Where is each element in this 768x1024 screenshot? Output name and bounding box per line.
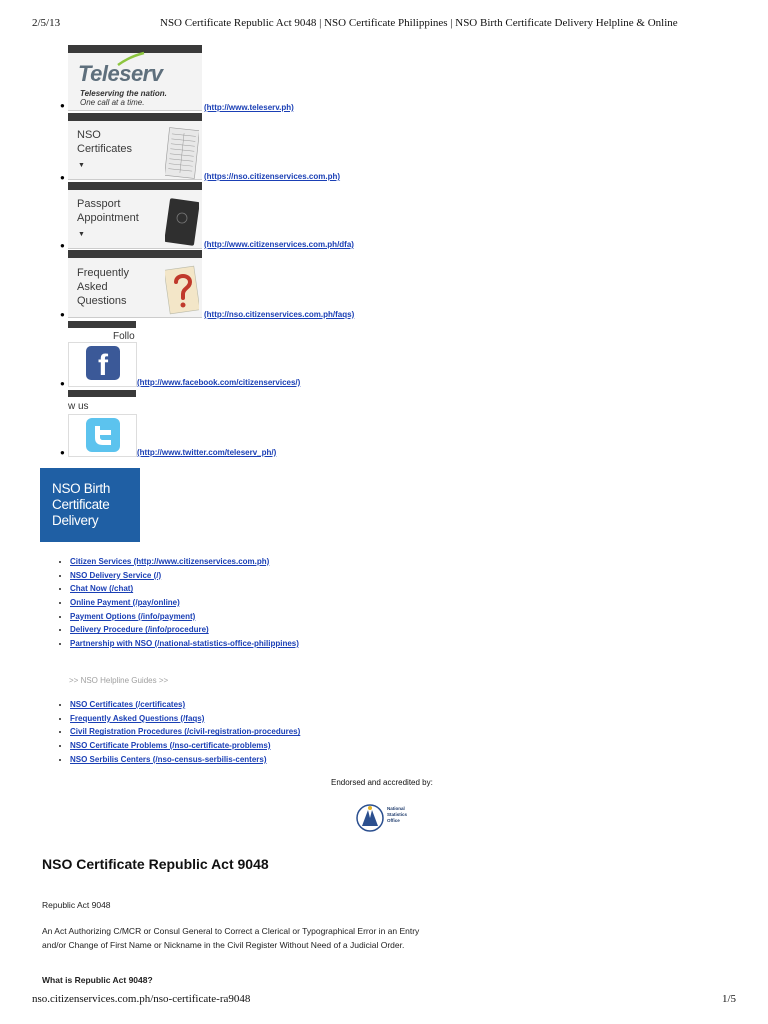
nso-certificates-tile[interactable] [68,113,202,180]
teleserv-tagline-2: One call at a time. [80,98,145,107]
nav-item [70,698,300,712]
nav-item [70,712,300,726]
nav-link[interactable]: Online Payment (/pay/online) [70,598,180,608]
teleserv-tile[interactable] [68,45,202,111]
nso-seal-line: National [387,806,405,811]
nso-seal-logo [356,800,412,836]
article-question: What is Republic Act 9048? [42,975,153,985]
teleserv-tagline [80,89,167,107]
nav-link[interactable]: Citizen Services (http://www.citizenservices.com.ph) [70,557,270,566]
nav-link[interactable]: Frequently Asked Questions (/faqs) [70,713,205,723]
nav-item [70,637,299,651]
nav-item [70,725,300,739]
nav-item [70,739,300,753]
faqs-tile[interactable] [68,250,202,318]
article-title: NSO Certificate Republic Act 9048 [42,856,269,872]
social-bar [68,390,136,397]
chevron-down-icon: ▼ [78,162,85,169]
passport-icon [165,196,199,248]
tile-label-line: Passport [77,198,121,210]
bullet: ● [60,448,65,457]
facebook-link[interactable]: (http://www.facebook.com/citizenservices/) [137,378,301,387]
nso-seal-line: Statistics [387,812,408,817]
print-page-title: NSO Certificate Republic Act 9048 | NSO Certificate Philippines | NSO Birth Certificate Delivery Helpline & Online [160,17,678,29]
bullet: ● [60,310,65,319]
social-bar [68,321,136,328]
tile-bar [68,250,202,258]
follow-us-part1: Follo [113,331,135,342]
article-paragraph: Republic Act 9048 [42,900,111,910]
nso-seal-text [387,806,407,824]
follow-us-part2: w us [68,401,89,412]
nav-item [70,623,299,637]
teleserv-tagline-1: Teleserving the nation. [80,89,167,98]
certificate-document-icon [165,127,199,179]
nso-certificates-link[interactable]: (https://nso.citizenservices.com.ph) [204,172,341,181]
guides-nav [56,698,300,766]
nav-link[interactable]: Partnership with NSO (/national-statistics-office-philippines) [70,639,299,649]
bullet: ● [60,173,65,182]
nav-link[interactable]: NSO Serbilis Centers (/nso-census-serbilis-centers) [70,754,267,764]
tile-label-line: Frequently [77,267,129,279]
nav-link[interactable]: NSO Certificate Problems (/nso-certificate-problems) [70,741,271,751]
print-page-number: 1/5 [721,993,736,1005]
tile-label [77,266,129,308]
faqs-link[interactable]: (http://nso.citizenservices.com.ph/faqs) [204,310,355,319]
teleserv-logo: Teleserv [78,61,163,86]
bullet: ● [60,101,65,110]
nav-link[interactable]: Payment Options (/info/payment) [70,611,196,621]
tile-bar [68,113,202,121]
nav-link[interactable]: NSO Delivery Service (/) [70,570,162,580]
banner-line: Delivery [52,513,99,528]
print-date: 2/5/13 [32,17,61,29]
question-mark-icon [165,264,199,316]
nav-link[interactable]: NSO Certificates (/certificates) [70,700,186,709]
teleserv-link[interactable]: (http://www.teleserv.ph) [204,103,294,112]
nav-item [70,582,299,596]
tile-bar [68,182,202,190]
tile-label [77,197,139,225]
tile-label-line: Asked [77,281,108,293]
print-url: nso.citizenservices.com.ph/nso-certificate-ra9048 [32,993,251,1005]
nav-item [70,596,299,610]
nav-link[interactable]: Civil Registration Procedures (/civil-registration-procedures) [70,727,301,737]
tile-label-line: Certificates [77,143,133,155]
banner-line: NSO Birth [52,481,111,496]
passport-link[interactable]: (http://www.citizenservices.com.ph/dfa) [204,240,354,249]
article-paragraph: An Act Authorizing C/MCR or Consul General to Correct a Clerical or Typographical Error in an Entry and/or Change of First Name or Nickname in the Civil Register Without Need of a Judicial Order. [42,926,420,950]
helpline-guides-label: >> NSO Helpline Guides >> [69,676,169,685]
nav-link[interactable]: Delivery Procedure (/info/procedure) [70,625,209,635]
facebook-icon: f [86,346,120,380]
bullet: ● [60,379,65,388]
facebook-tile[interactable] [68,342,137,387]
nso-birth-certificate-delivery-banner[interactable] [40,468,140,542]
tile-label-line: NSO [77,129,101,141]
twitter-icon [86,418,120,452]
banner-line: Certificate [52,497,110,512]
endorsed-label: Endorsed and accredited by: [331,778,433,787]
twitter-tile[interactable] [68,414,137,457]
nso-seal-line: Office [387,818,400,823]
twitter-link[interactable]: (http://www.twitter.com/teleserv_ph/) [137,448,277,457]
bullet: ● [60,241,65,250]
nav-item [70,753,300,767]
primary-nav [56,555,299,651]
nav-item [70,569,299,583]
nav-item [70,555,299,569]
tile-label-line: Appointment [77,212,139,224]
tile-label-line: Questions [77,295,127,307]
nav-link[interactable]: Chat Now (/chat) [70,584,134,594]
passport-tile[interactable] [68,182,202,249]
tile-label [77,128,132,156]
nav-item [70,610,299,624]
chevron-down-icon: ▼ [78,231,85,238]
